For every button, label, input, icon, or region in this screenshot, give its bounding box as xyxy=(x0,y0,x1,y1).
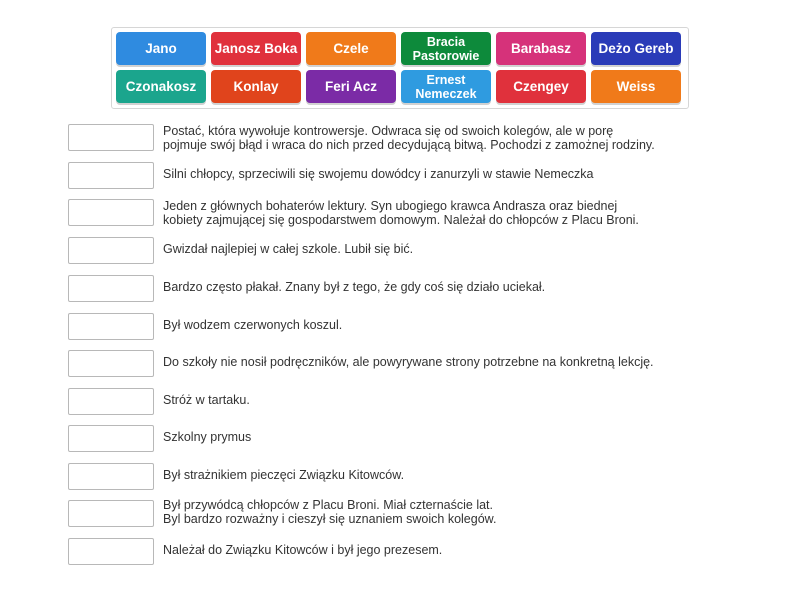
match-row-7 xyxy=(68,350,688,378)
tile-czonakosz[interactable]: Czonakosz xyxy=(116,70,206,103)
tile-bracia-pastorowie[interactable]: Bracia Pastorowie xyxy=(401,32,491,65)
match-row-8 xyxy=(68,388,688,416)
answer-slot-10[interactable] xyxy=(68,463,154,490)
match-row-9 xyxy=(68,425,688,453)
clue-text-1: Postać, która wywołuje kontrowersje. Odwraca się od swoich kolegów, ale w porę pojmuje swój błąd i wraca do nich przed decydującą bitwą. Pochodzi z zamożnej rodziny. xyxy=(163,124,655,152)
tile-janosz-boka[interactable]: Janosz Boka xyxy=(211,32,301,65)
clue-text-6: Był wodzem czerwonych koszul. xyxy=(163,318,343,332)
word-bank xyxy=(111,27,689,109)
tile-jano[interactable]: Jano xyxy=(116,32,206,65)
clue-text-5: Bardzo często płakał. Znany był z tego, że gdy coś się działo uciekał. xyxy=(163,280,546,294)
tile-czele[interactable]: Czele xyxy=(306,32,396,65)
clue-text-9: Szkolny prymus xyxy=(163,430,252,444)
match-row-3 xyxy=(68,199,688,227)
answer-slot-9[interactable] xyxy=(68,425,154,452)
answer-slot-7[interactable] xyxy=(68,350,154,377)
tile-ernest-nemeczek[interactable]: Ernest Nemeczek xyxy=(401,70,491,103)
tile-czengey[interactable]: Czengey xyxy=(496,70,586,103)
tile-weiss[interactable]: Weiss xyxy=(591,70,681,103)
answer-slot-4[interactable] xyxy=(68,237,154,264)
clue-text-2: Silni chłopcy, sprzeciwili się swojemu dowódcy i zanurzyli w stawie Nemeczka xyxy=(163,167,594,181)
clue-text-8: Stróż w tartaku. xyxy=(163,393,250,407)
tile-konlay[interactable]: Konlay xyxy=(211,70,301,103)
clue-text-10: Był strażnikiem pieczęci Związku Kitowców. xyxy=(163,468,405,482)
answer-slot-2[interactable] xyxy=(68,162,154,189)
clue-text-4: Gwizdał najlepiej w całej szkole. Lubił się bić. xyxy=(163,242,414,256)
match-row-5 xyxy=(68,275,688,303)
answer-slot-6[interactable] xyxy=(68,313,154,340)
answer-slot-11[interactable] xyxy=(68,500,154,527)
tile-dezo-gereb[interactable]: Deżo Gereb xyxy=(591,32,681,65)
tile-barabasz[interactable]: Barabasz xyxy=(496,32,586,65)
match-row-11 xyxy=(68,500,688,528)
clue-text-12: Należał do Związku Kitowców i był jego prezesem. xyxy=(163,543,443,557)
answer-slot-12[interactable] xyxy=(68,538,154,565)
match-row-1 xyxy=(68,124,688,152)
match-row-12 xyxy=(68,538,688,566)
match-row-2 xyxy=(68,162,688,190)
match-row-4 xyxy=(68,237,688,265)
match-row-10 xyxy=(68,463,688,491)
answer-slot-8[interactable] xyxy=(68,388,154,415)
match-row-6 xyxy=(68,313,688,341)
clue-text-7: Do szkoły nie nosił podręczników, ale powyrywane strony potrzebne na konkretną lekcję. xyxy=(163,355,654,369)
tile-feri-acz[interactable]: Feri Acz xyxy=(306,70,396,103)
clue-text-3: Jeden z głównych bohaterów lektury. Syn ubogiego krawca Andrasza oraz biednej kobiety zajmującej się gospodarstwem domowym. Należał do chłopców z Placu Broni. xyxy=(163,199,639,227)
clue-text-11: Był przywódcą chłopców z Placu Broni. Miał czternaście lat. Byl bardzo rozważny i cieszył się uznaniem swoich kolegów. xyxy=(163,498,497,526)
answer-slot-5[interactable] xyxy=(68,275,154,302)
answer-slot-3[interactable] xyxy=(68,199,154,226)
answer-slot-1[interactable] xyxy=(68,124,154,151)
